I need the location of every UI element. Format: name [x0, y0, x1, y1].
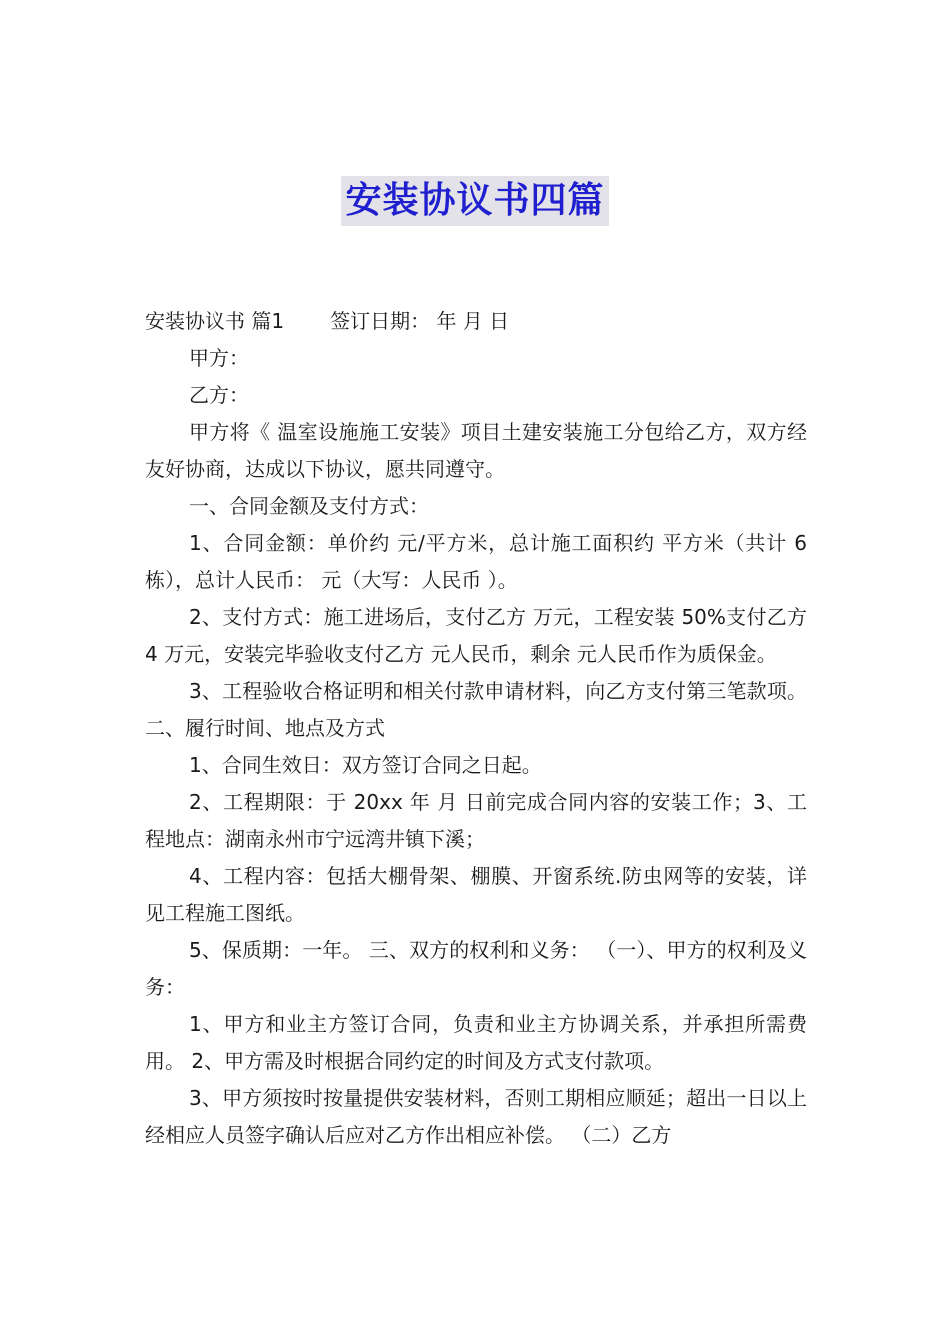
paragraph: 3、甲方须按时按量提供安装材料，否则工期相应顺延；超出一日以上经相应人员签字确认后应对乙方作出相应补偿。 （二）乙方 [145, 1086, 807, 1147]
signing-date-label: 签订日期： 年 月 日 [330, 309, 510, 333]
paragraph: 3、工程验收合格证明和相关付款申请材料，向乙方支付第三笔款项。 二、履行时间、地点及方式 [145, 679, 807, 740]
section-label: 安装协议书 篇1 [145, 309, 285, 333]
title-container [0, 176, 950, 226]
paragraph: 乙方： [189, 383, 249, 407]
document-body [145, 303, 807, 1154]
document-title: 安装协议书四篇 [341, 176, 608, 226]
paragraph: 一、合同金额及支付方式： [189, 494, 429, 518]
paragraph: 5、保质期：一年。 三、双方的权利和义务： （一）、甲方的权利及义务： [145, 938, 807, 999]
paragraph: 甲方： [189, 346, 249, 370]
paragraph: 4、工程内容：包括大棚骨架、棚膜、开窗系统.防虫网等的安装，详见工程施工图纸。 [145, 864, 807, 925]
section-header [145, 303, 807, 340]
paragraph: 2、支付方式：施工进场后，支付乙方 万元，工程安装 50%支付乙方 4 万元，安装完毕验收支付乙方 元人民币，剩余 元人民币作为质保金。 [145, 605, 807, 666]
paragraph: 1、甲方和业主方签订合同，负责和业主方协调关系，并承担所需费用。 2、甲方需及时根据合同约定的时间及方式支付款项。 [145, 1012, 807, 1073]
paragraph: 1、合同金额：单价约 元/平方米，总计施工面积约 平方米（共计 6 栋），总计人民币： 元（大写：人民币 ）。 [145, 531, 807, 592]
paragraph: 甲方将《 温室设施施工安装》项目土建安装施工分包给乙方，双方经友好协商，达成以下协议，愿共同遵守。 [145, 420, 807, 481]
paragraph: 1、合同生效日：双方签订合同之日起。 [189, 753, 542, 777]
paragraph: 2、工程期限：于 20xx 年 月 日前完成合同内容的安装工作；3、工程地点：湖南永州市宁远湾井镇下溪； [145, 790, 807, 851]
